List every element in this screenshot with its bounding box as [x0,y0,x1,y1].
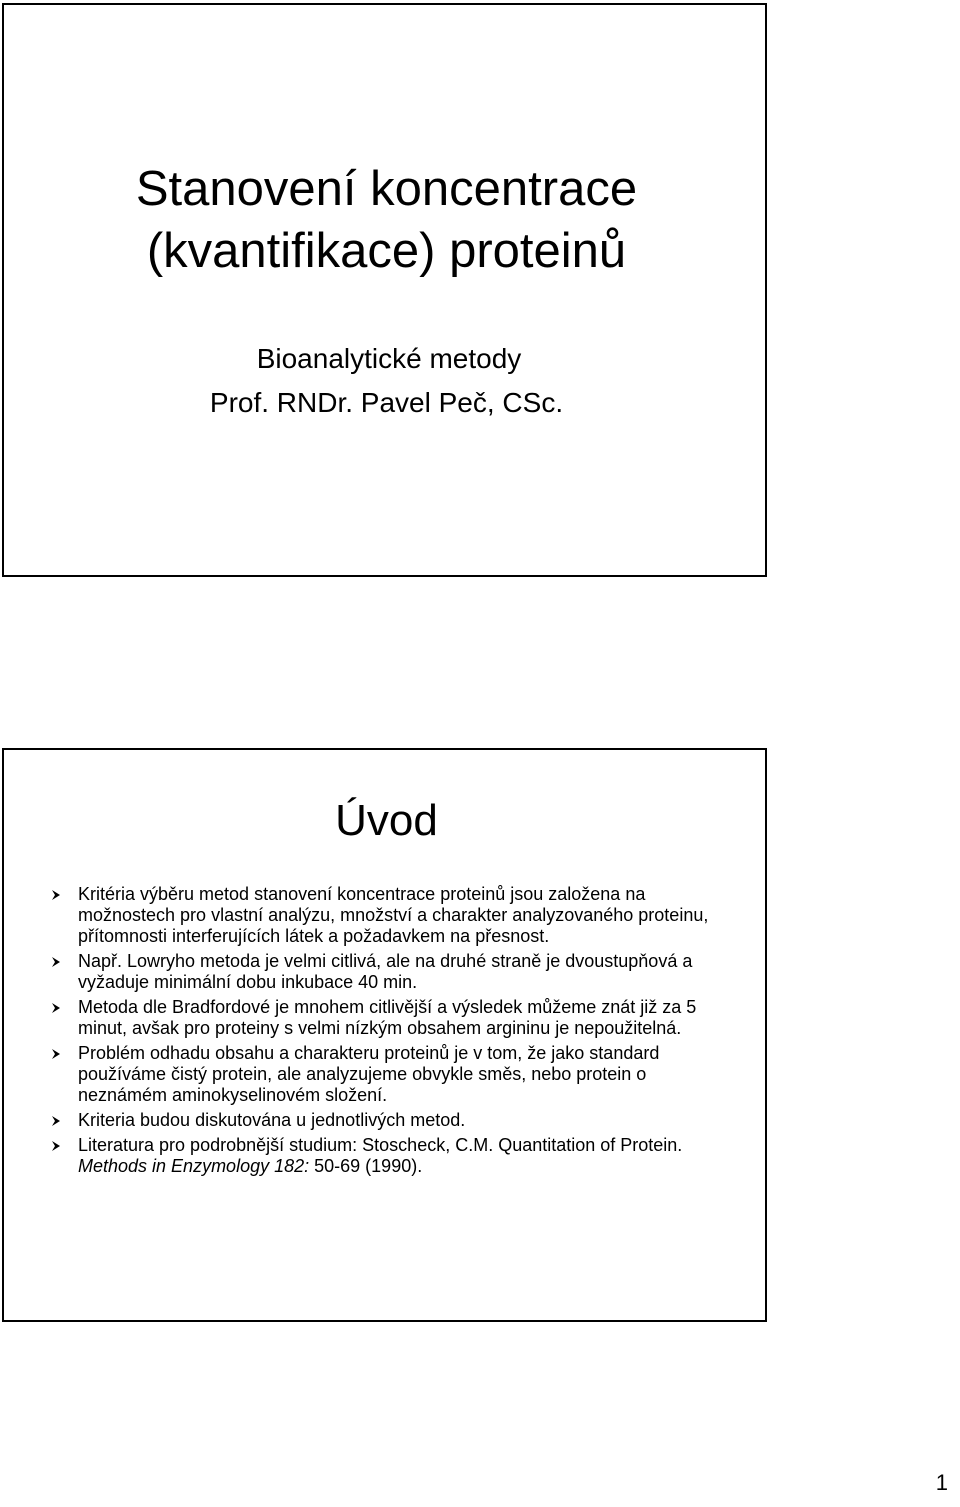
slide-1 [2,3,767,577]
arrow-bullet-icon [52,1003,60,1013]
arrow-bullet-icon [52,1116,60,1126]
course-name: Bioanalytické metody [256,343,522,374]
bullet-item [52,997,732,1039]
journal-citation: Methods in Enzymology 182: [78,1156,310,1176]
bullet-item [52,1135,732,1177]
page-number: 1 [935,1470,948,1495]
slide-1-title [4,158,769,282]
arrow-bullet-icon [52,1049,60,1059]
bullet-item [52,951,732,993]
slide-1-title-line-1: Stanovení koncentrace [135,162,638,216]
bullet-item [52,1043,732,1106]
bullet-text: Metoda dle Bradfordové je mnohem citlivější a výsledek můžeme znát již za 5 minut, avšak pro proteiny s velmi nízkým obsahem argininu je nepoužitelná. [78,997,697,1038]
bullet-item [52,884,732,947]
bullet-text-plain: Literatura pro podrobnější studium: Stoscheck, C.M. Quantitation of Protein. [78,1135,683,1155]
slide-1-subtitle [4,337,769,425]
slide-2-title: Úvod [335,796,438,845]
bullet-text: Např. Lowryho metoda je velmi citlivá, ale na druhé straně je dvoustupňová a vyžaduje minimální dobu inkubace 40 min. [78,951,693,992]
citation-pages: 50-69 (1990). [309,1156,423,1176]
arrow-bullet-icon [52,957,60,967]
author-name: Prof. RNDr. Pavel Peč, CSc. [209,387,564,418]
bullet-item [52,1110,732,1131]
bullet-text: Problém odhadu obsahu a charakteru proteinů je v tom, že jako standard používáme čistý protein, ale analyzujeme obvykle směs, nebo protein o neznámém aminokyselinovém složení. [78,1043,660,1105]
slide-2 [2,748,767,1322]
slide-1-title-line-2: (kvantifikace) proteinů [146,224,627,278]
arrow-bullet-icon [52,1141,60,1151]
bullet-text: Kritéria výběru metod stanovení koncentrace proteinů jsou založena na možnostech pro vlastní analýzu, množství a charakter analyzovaného proteinu, přítomnosti interferujících látek a požadavkem na přesnost. [78,884,709,946]
arrow-bullet-icon [52,890,60,900]
bullet-text: Kriteria budou diskutována u jednotlivých metod. [78,1110,466,1130]
bullet-list [52,884,732,1181]
